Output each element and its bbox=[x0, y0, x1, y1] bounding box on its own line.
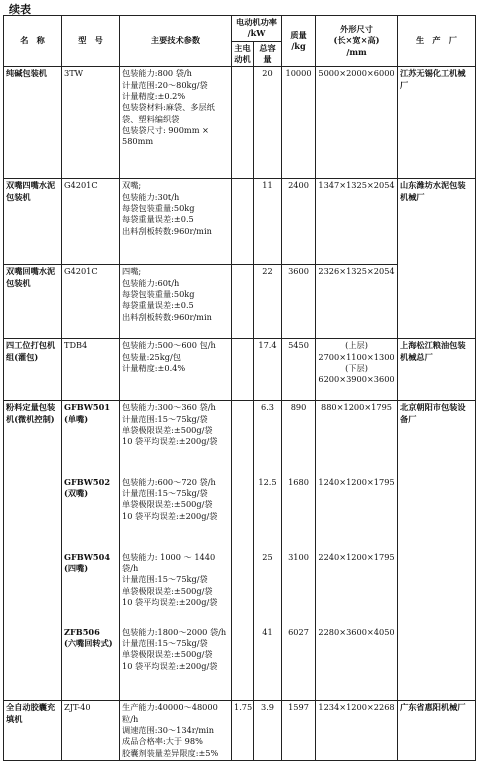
param-line: 出料刮板转数:960r/min bbox=[122, 225, 212, 236]
cell-power-main: 1.75 bbox=[232, 701, 254, 761]
param-line: 胶囊剂装量差异限度:±5% bbox=[122, 747, 219, 758]
param-line: 成品合格率:大于 98% bbox=[122, 736, 203, 747]
param-line: 包装能力:800 袋/h bbox=[122, 68, 192, 79]
table-body bbox=[4, 67, 476, 761]
cell-dims: 5000×2000×6000 bbox=[316, 67, 398, 179]
cell-maker: 广东省惠阳机械厂 bbox=[398, 701, 476, 761]
params-cell bbox=[120, 265, 232, 339]
param-line: 计量范围:15～75kg/袋 bbox=[122, 413, 208, 424]
cell-power-main bbox=[232, 476, 254, 551]
cell-mass: 890 bbox=[282, 401, 316, 476]
cell-name: 双嘴四嘴水泥包装机 bbox=[4, 179, 62, 265]
table-row bbox=[4, 401, 476, 476]
param-line: 10 袋平均误差:±200g/袋 bbox=[122, 436, 218, 447]
cell-power-main bbox=[232, 265, 254, 339]
cell-mass: 10000 bbox=[282, 67, 316, 179]
cell-model: 3TW bbox=[62, 67, 120, 179]
cell-mass: 3600 bbox=[282, 265, 316, 339]
cell-model: G4201C bbox=[62, 265, 120, 339]
header-power-total: 总容量 bbox=[254, 41, 282, 67]
cell-power-main bbox=[232, 179, 254, 265]
param-line: 计量范围:15～75kg/袋 bbox=[122, 488, 208, 499]
param-line: 计量范围:15～75kg/袋 bbox=[122, 574, 208, 585]
params-cell bbox=[120, 626, 232, 701]
table-row bbox=[4, 339, 476, 401]
cell-model: GFBW502 (双嘴) bbox=[62, 476, 120, 551]
param-line: 每袋包装重量:50kg bbox=[122, 202, 195, 213]
param-line: 调速范围:30～134r/min bbox=[122, 724, 215, 735]
param-line: 生产能力:40000～48000 粒/h bbox=[122, 702, 221, 724]
cell-model: ZJT-40 bbox=[62, 701, 120, 761]
params-cell bbox=[120, 179, 232, 265]
params-cell bbox=[120, 551, 232, 626]
equipment-table bbox=[3, 15, 476, 761]
cell-power-main bbox=[232, 339, 254, 401]
params-cell bbox=[120, 701, 232, 761]
param-line: 单袋极限误差:±500g/袋 bbox=[122, 585, 213, 596]
param-line: 包装能力: 1000 ～ 1440 袋/h bbox=[122, 551, 218, 574]
param-line: 出料刮板转数:960r/min bbox=[122, 311, 212, 322]
cell-model: G4201C bbox=[62, 179, 120, 265]
cell-dims: 880×1200×1795 bbox=[316, 401, 398, 476]
cell-dims: 2240×1200×1795 bbox=[316, 551, 398, 626]
params-cell bbox=[120, 339, 232, 401]
cell-power-total: 25 bbox=[254, 551, 282, 626]
cell-maker: 江苏无锡化工机械厂 bbox=[398, 67, 476, 179]
cell-power-total: 22 bbox=[254, 265, 282, 339]
header-model: 型 号 bbox=[62, 16, 120, 67]
param-line: 包装能力:1800～2000 袋/h bbox=[122, 626, 227, 637]
cell-maker: 山东潍坊水泥包装机械厂 bbox=[398, 179, 476, 265]
cell-name: 全自动胶囊充填机 bbox=[4, 701, 62, 761]
params-cell bbox=[120, 67, 232, 179]
cell-model: GFBW504 (四嘴) bbox=[62, 551, 120, 626]
cell-mass: 3100 bbox=[282, 551, 316, 626]
param-line: 包装量:25kg/包 bbox=[122, 351, 181, 362]
cell-power-total: 12.5 bbox=[254, 476, 282, 551]
param-line: 四嘴; bbox=[122, 266, 142, 277]
cell-mass: 2400 bbox=[282, 179, 316, 265]
header-dims: 外形尺寸 (长×宽×高) /mm bbox=[316, 16, 398, 67]
cell-mass: 1680 bbox=[282, 476, 316, 551]
param-line: 计量精度:±0.4% bbox=[122, 362, 186, 373]
table-caption: 续表 bbox=[9, 3, 31, 16]
cell-model: ZFB506 (六嘴回转式) bbox=[62, 626, 120, 701]
cell-power-total: 6.3 bbox=[254, 401, 282, 476]
cell-mass: 6027 bbox=[282, 626, 316, 701]
cell-power-total: 3.9 bbox=[254, 701, 282, 761]
table-row bbox=[4, 67, 476, 179]
cell-maker: 北京朝阳市包装设备厂 bbox=[398, 401, 476, 701]
table-row bbox=[4, 701, 476, 761]
cell-name: 纯碱包装机 bbox=[4, 67, 62, 179]
header-power-main: 主电 动机 bbox=[232, 41, 254, 67]
header-power: 电动机功率 /kW bbox=[232, 16, 282, 42]
params-cell bbox=[120, 476, 232, 551]
cell-name: 四工位打包机组(灌包) bbox=[4, 339, 62, 401]
cell-power-total: 41 bbox=[254, 626, 282, 701]
cell-dims: 2280×3600×4050 bbox=[316, 626, 398, 701]
param-line: 计量范围:20～80kg/袋 bbox=[122, 79, 208, 90]
cell-dims: 1240×1200×1795 bbox=[316, 476, 398, 551]
cell-power-main bbox=[232, 626, 254, 701]
param-line: 包装能力:30t/h bbox=[122, 191, 180, 202]
param-line: 单袋极限误差:±500g/袋 bbox=[122, 424, 213, 435]
header-params: 主要技术参数 bbox=[120, 16, 232, 67]
param-line: 包装袋材料:麻袋、多层纸袋、塑料编织袋 bbox=[122, 102, 215, 124]
cell-power-total: 11 bbox=[254, 179, 282, 265]
params-cell bbox=[120, 401, 232, 476]
param-line: 10 袋平均误差:±200g/袋 bbox=[122, 660, 218, 671]
param-line: 每袋重量误差:±0.5 bbox=[122, 300, 194, 311]
param-line: 包装能力:60t/h bbox=[122, 277, 180, 288]
header-name: 名 称 bbox=[4, 16, 62, 67]
cell-mass: 5450 bbox=[282, 339, 316, 401]
cell-dims: 1347×1325×2054 bbox=[316, 179, 398, 265]
cell-power-main bbox=[232, 67, 254, 179]
param-line: 双嘴; bbox=[122, 180, 142, 191]
table-row bbox=[4, 265, 476, 339]
param-line: 每袋包装重量:50kg bbox=[122, 288, 195, 299]
param-line: 包装袋尺寸: 900mm × 580mm bbox=[122, 124, 212, 147]
cell-model: GFBW501 (单嘴) bbox=[62, 401, 120, 476]
header-maker: 生 产 厂 bbox=[398, 16, 476, 67]
param-line: 10 袋平均误差:±200g/袋 bbox=[122, 597, 218, 607]
param-line: 包装能力:500～600 包/h bbox=[122, 340, 216, 351]
cell-dims: 1234×1200×2268 bbox=[316, 701, 398, 761]
param-line: 每袋重量误差:±0.5 bbox=[122, 214, 194, 225]
cell-dims: (上层) 2700×1100×1300 (下层) 6200×3900×3600 bbox=[316, 339, 398, 401]
param-line: 10 袋平均误差:±200g/袋 bbox=[122, 510, 218, 521]
cell-mass: 1597 bbox=[282, 701, 316, 761]
cell-power-total: 20 bbox=[254, 67, 282, 179]
cell-name: 双嘴回嘴水泥包装机 bbox=[4, 265, 62, 339]
cell-power-main bbox=[232, 551, 254, 626]
param-line: 包装能力:600～720 袋/h bbox=[122, 476, 216, 487]
cell-maker: 上海松江粮油包装机械总厂 bbox=[398, 339, 476, 401]
header-mass: 质量 /kg bbox=[282, 16, 316, 67]
param-line: 包装能力:300～360 袋/h bbox=[122, 402, 216, 413]
cell-name: 粉料定量包装机(微机控制) bbox=[4, 401, 62, 701]
cell-dims: 2326×1325×2054 bbox=[316, 265, 398, 339]
cell-model: TDB4 bbox=[62, 339, 120, 401]
param-line: 计量范围:15～75kg/袋 bbox=[122, 638, 208, 649]
cell-power-total: 17.4 bbox=[254, 339, 282, 401]
table-row bbox=[4, 179, 476, 265]
param-line: 计量精度:±0.2% bbox=[122, 90, 186, 101]
param-line: 单袋极限误差:±500g/袋 bbox=[122, 499, 213, 510]
cell-maker bbox=[398, 265, 476, 339]
param-line: 单袋极限误差:±500g/袋 bbox=[122, 649, 213, 660]
cell-power-main bbox=[232, 401, 254, 476]
